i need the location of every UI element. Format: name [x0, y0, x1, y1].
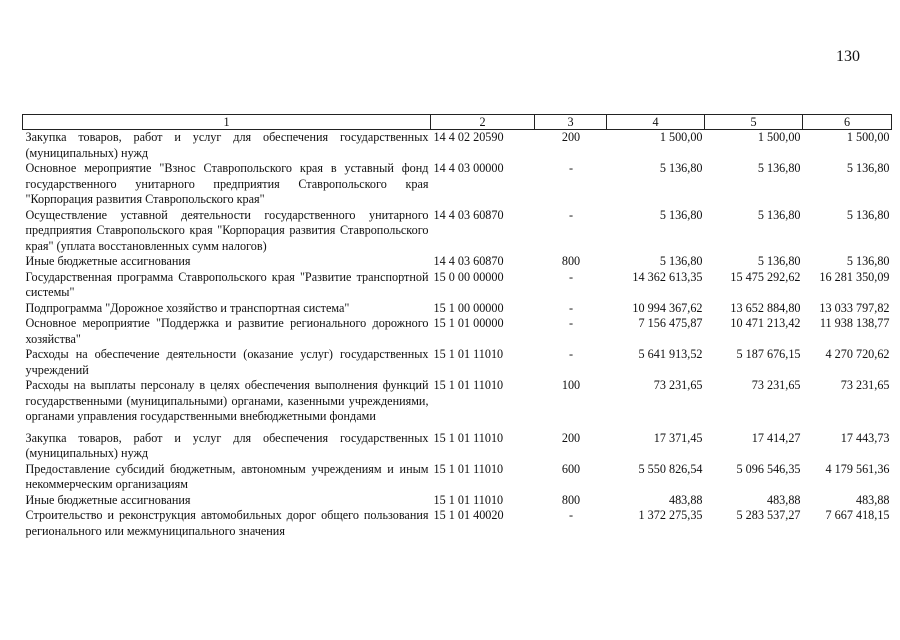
row-expense-type: 200	[561, 430, 581, 445]
row-expense-type: 200	[561, 130, 581, 144]
row-expense-type: 600	[561, 461, 581, 476]
row-expense-type: -	[568, 269, 574, 284]
row-value-1: 14 362 613,35	[632, 269, 703, 284]
row-code: 14 4 03 00000	[433, 161, 504, 175]
row-value-1: 483,88	[668, 492, 703, 507]
row-expense-type: -	[568, 300, 574, 315]
row-value-3: 4 179 561,36	[825, 461, 890, 476]
header-col-3: 3	[535, 115, 607, 130]
header-col-6: 6	[803, 115, 892, 130]
row-value-3: 1 500,00	[846, 130, 890, 144]
row-value-3: 4 270 720,62	[825, 347, 890, 361]
row-value-2: 5 136,80	[757, 207, 801, 222]
row-code: 14 4 03 60870	[433, 207, 504, 222]
row-value-2: 483,88	[766, 492, 801, 507]
row-value-2: 17 414,27	[751, 430, 801, 445]
page-number: 130	[836, 48, 860, 65]
row-value-2: 10 471 213,42	[730, 316, 801, 330]
header-col-1: 1	[23, 115, 431, 130]
row-value-1: 73 231,65	[653, 378, 703, 392]
row-value-2: 15 475 292,62	[730, 269, 801, 284]
table-row	[23, 508, 892, 539]
row-value-1: 5 550 826,54	[638, 461, 703, 476]
row-name: Закупка товаров, работ и услуг для обеспечения государственных (муниципальных) нужд	[25, 430, 429, 460]
table-row	[23, 254, 892, 270]
row-value-1: 5 641 913,52	[638, 347, 703, 361]
row-name: Осуществление уставной деятельности государственного унитарного предприятия Ставропольского края "Корпорация развития Ставропольского края" (уплата восстановленных сумм налогов)	[25, 207, 429, 253]
row-value-2: 5 096 546,35	[736, 461, 801, 476]
row-value-3: 7 667 418,15	[825, 508, 890, 522]
row-code: 15 1 01 11010	[433, 378, 504, 392]
table-row	[23, 301, 892, 317]
table-row	[23, 378, 892, 431]
row-value-1: 7 156 475,87	[638, 316, 703, 330]
table-row	[23, 270, 892, 301]
row-value-3: 73 231,65	[840, 378, 890, 392]
table-row	[23, 130, 892, 162]
row-code: 15 1 01 11010	[433, 347, 504, 361]
row-name: Иные бюджетные ассигнования	[25, 254, 191, 268]
row-value-2: 5 187 676,15	[736, 347, 801, 361]
header-row	[23, 115, 892, 130]
row-value-1: 1 372 275,35	[638, 508, 703, 522]
row-code: 15 1 00 00000	[433, 300, 504, 315]
row-name: Расходы на обеспечение деятельности (оказание услуг) государственных учреждений	[25, 347, 429, 377]
row-value-3: 483,88	[855, 492, 890, 507]
row-value-3: 16 281 350,09	[819, 269, 890, 284]
table-row	[23, 493, 892, 509]
header-col-5: 5	[705, 115, 803, 130]
row-name: Строительство и реконструкция автомобильных дорог общего пользования регионального или межмуниципального значения	[25, 508, 429, 538]
row-value-1: 5 136,80	[659, 161, 703, 175]
table-row	[23, 462, 892, 493]
row-code: 15 1 01 11010	[433, 430, 504, 445]
row-name: Подпрограмма "Дорожное хозяйство и транспортная система"	[25, 300, 350, 315]
row-code: 15 1 01 11010	[433, 492, 504, 507]
row-expense-type: 800	[561, 492, 581, 507]
table-row	[23, 431, 892, 462]
row-value-3: 13 033 797,82	[819, 300, 890, 315]
budget-table	[22, 114, 892, 539]
row-code: 14 4 02 20590	[433, 130, 504, 144]
row-expense-type: -	[568, 508, 574, 522]
row-value-3: 17 443,73	[840, 430, 890, 445]
row-name: Предоставление субсидий бюджетным, автономным учреждениям и иным некоммерческим организациям	[25, 461, 429, 491]
row-value-1: 5 136,80	[659, 254, 703, 268]
row-value-2: 13 652 884,80	[730, 300, 801, 315]
row-name: Закупка товаров, работ и услуг для обеспечения государственных (муниципальных) нужд	[25, 130, 429, 160]
row-value-1: 17 371,45	[653, 430, 703, 445]
row-value-2: 5 136,80	[757, 161, 801, 175]
row-name: Государственная программа Ставропольского края "Развитие транспортной системы"	[25, 269, 429, 299]
row-value-1: 5 136,80	[659, 207, 703, 222]
row-name: Основное мероприятие "Взнос Ставропольского края в уставный фонд государственного унитарного предприятия Ставропольского края "Корпорация развития Ставропольского края"	[25, 161, 429, 206]
row-value-2: 1 500,00	[757, 130, 801, 144]
row-code: 15 1 01 11010	[433, 461, 504, 476]
row-value-3: 5 136,80	[846, 254, 890, 268]
table-row	[23, 316, 892, 347]
table-row	[23, 161, 892, 208]
row-value-2: 73 231,65	[751, 378, 801, 392]
row-value-1: 10 994 367,62	[632, 300, 703, 315]
row-name: Основное мероприятие "Поддержка и развитие регионального дорожного хозяйства"	[25, 316, 429, 346]
row-value-1: 1 500,00	[659, 130, 703, 144]
row-code: 14 4 03 60870	[433, 254, 504, 268]
row-code: 15 1 01 00000	[433, 316, 504, 330]
row-expense-type: 100	[561, 378, 581, 392]
row-expense-type: 800	[561, 254, 581, 268]
row-code: 15 1 01 40020	[433, 508, 504, 522]
row-expense-type: -	[568, 207, 574, 222]
table-row	[23, 347, 892, 378]
header-col-4: 4	[607, 115, 705, 130]
row-value-3: 11 938 138,77	[819, 316, 890, 330]
row-value-3: 5 136,80	[846, 207, 890, 222]
row-value-3: 5 136,80	[846, 161, 890, 175]
table-row	[23, 208, 892, 255]
row-expense-type: -	[568, 161, 574, 175]
row-value-2: 5 136,80	[757, 254, 801, 268]
row-expense-type: -	[568, 316, 574, 330]
header-col-2: 2	[431, 115, 535, 130]
row-name: Иные бюджетные ассигнования	[25, 492, 191, 507]
row-value-2: 5 283 537,27	[736, 508, 801, 522]
row-expense-type: -	[568, 347, 574, 361]
row-name: Расходы на выплаты персоналу в целях обеспечения выполнения функций государственными (муниципальными) органами, казенными учреждениями, органами управления государственными внебюджетными фондами	[25, 378, 429, 423]
row-code: 15 0 00 00000	[433, 269, 504, 284]
